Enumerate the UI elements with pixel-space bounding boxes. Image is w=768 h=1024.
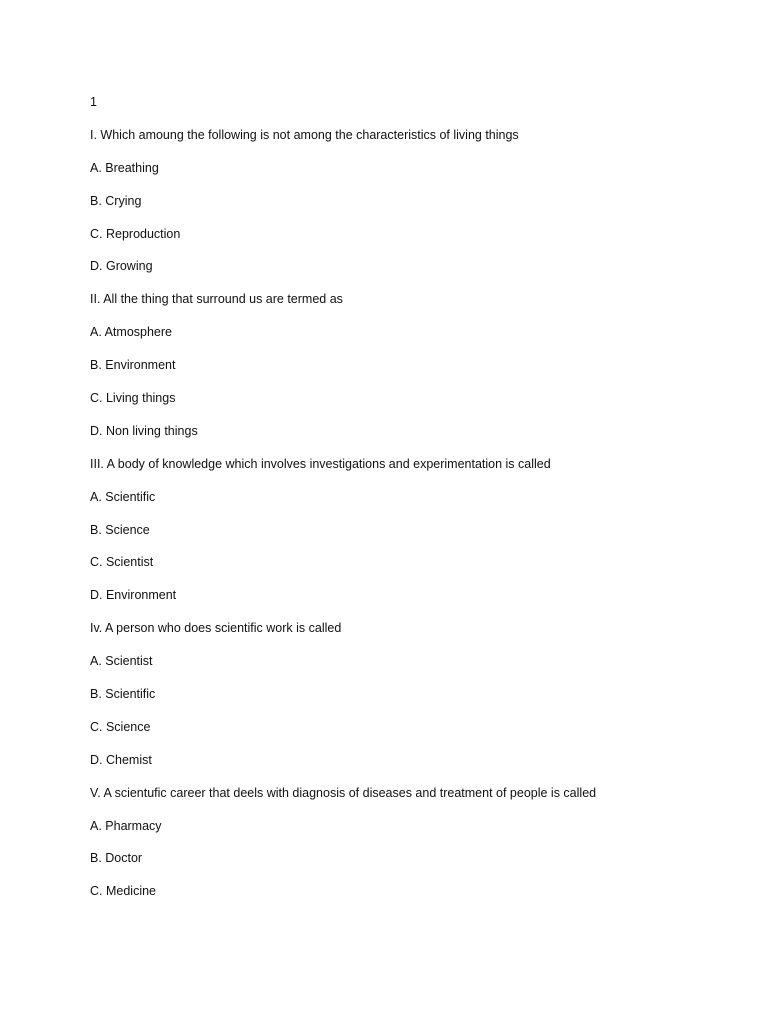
question-5-prompt: V. A scientufic career that deels with diagnosis of diseases and treatment of people is called [90, 785, 597, 800]
question-2-option-d: D. Non living things [90, 423, 198, 438]
question-4-prompt: Iv. A person who does scientific work is called [90, 621, 342, 636]
question-4-option-c: C. Science [90, 719, 151, 734]
question-3-prompt: III. A body of knowledge which involves investigations and experimentation is called [90, 456, 551, 471]
question-4-option-b: B. Scientific [90, 687, 156, 702]
question-4-option-d: D. Chemist [90, 752, 152, 767]
question-2-prompt: II. All the thing that surround us are termed as [90, 292, 343, 307]
question-3-option-c: C. Scientist [90, 555, 154, 570]
question-1-option-a: A. Breathing [90, 160, 159, 175]
page-number: 1 [90, 95, 97, 109]
question-4-option-a: A. Scientist [90, 654, 153, 669]
question-1-option-b: B. Crying [90, 193, 142, 208]
question-3-option-a: A. Scientific [90, 489, 156, 504]
question-3-option-b: B. Science [90, 522, 150, 537]
question-3-option-d: D. Environment [90, 588, 177, 603]
document-content [90, 92, 730, 914]
question-2-option-b: B. Environment [90, 358, 176, 373]
question-2-option-c: C. Living things [90, 391, 176, 406]
question-5-option-c: C. Medicine [90, 884, 156, 899]
question-2-option-a: A. Atmosphere [90, 325, 172, 340]
question-1-option-d: D. Growing [90, 259, 153, 274]
question-1-prompt: I. Which amoung the following is not among the characteristics of living things [90, 127, 519, 142]
question-5-option-a: A. Pharmacy [90, 818, 162, 833]
question-5-option-b: B. Doctor [90, 851, 143, 866]
question-1-option-c: C. Reproduction [90, 226, 181, 241]
